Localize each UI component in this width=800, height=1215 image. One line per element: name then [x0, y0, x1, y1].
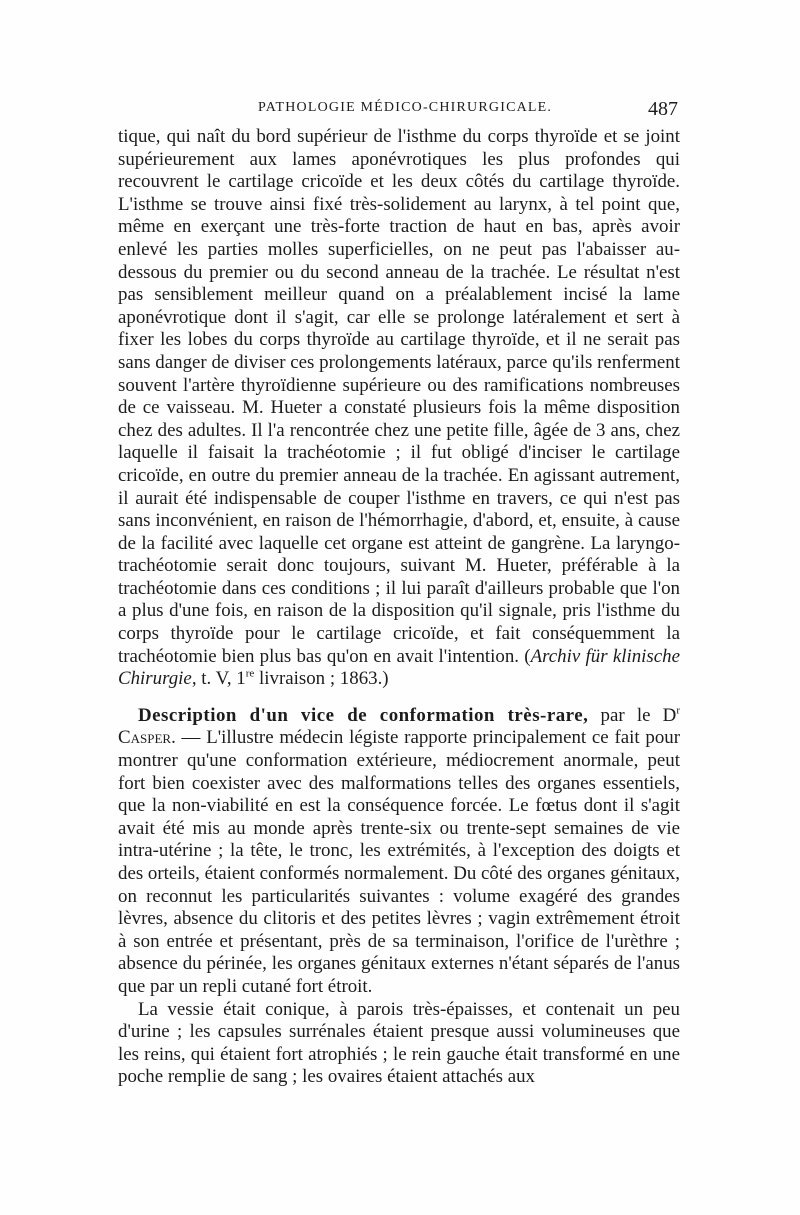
paragraph-isthmus: [118, 126, 680, 691]
citation-open: (: [524, 645, 531, 667]
document-page: [118, 100, 680, 1089]
citation-volume: , t. V, 1: [191, 668, 246, 690]
journal-title: Archiv für klinische Chirurgie: [118, 645, 680, 690]
paragraph-casper: [118, 705, 680, 999]
running-title: PATHOLOGIE MÉDICO-CHIRURGICALE.: [258, 100, 553, 115]
author-title-superscript: r: [676, 704, 680, 717]
citation-end: livraison ; 1863.): [254, 668, 389, 690]
page-header: [118, 100, 680, 122]
author-name: Casper: [118, 727, 172, 749]
author-prefix: par le D: [588, 704, 677, 726]
paragraph-vessie: [118, 999, 680, 1089]
body-text: [118, 126, 680, 1089]
page-number: 487: [648, 98, 678, 120]
paragraph-text: La vessie était conique, à parois très-épaisses, et contenait un peu d'urine ; les capsules surrénales étaient presque aussi volumineuses que les reins, qui étaient fort atrophiés ; le rein gauche était transformé en une poche remplie de sang ; les ovaires étaient attachés aux: [118, 998, 680, 1088]
paragraph-text: . — L'illustre médecin légiste rapporte principalement ce fait pour montrer qu'une conformation extérieure, médiocrement anormale, peut fort bien coexister avec des malformations telles des organes essentiels, que la non-viabilité en est la conséquence forcée. Le fœtus dont il s'agit avait été mis au monde après trente-six ou trente-sept semaines de vie intra-utérine ; la tête, le tronc, les extrémités, à l'exception des doigts et des orteils, étaient conformés normalement. Du côté des organes génitaux, on reconnut les particularités suivantes : volume exagéré des grandes lèvres, absence du clitoris et des petites lèvres ; vagin extrêmement étroit à son entrée et présentant, près de sa terminaison, l'orifice de l'urèthre ; absence du périnée, les organes génitaux externes n'étant séparés de l'anus que par un repli cutané fort étroit.: [118, 727, 680, 997]
section-heading: Description d'un vice de conformation très-rare,: [138, 704, 589, 726]
paragraph-text: tique, qui naît du bord supérieur de l'isthme du corps thyroïde et se joint supérieurement aux lames aponévrotiques les plus profondes qui recouvrent le cartilage cricoïde et les deux côtés du cartilage thyroïde. L'isthme se trouve ainsi fixé très-solidement au larynx, à tel point que, même en exerçant une très-forte traction de haut en bas, après avoir enlevé les parties molles superficielles, on ne peut pas l'abaisser au-dessous du premier ou du second anneau de la trachée. Le résultat n'est pas sensiblement meilleur quand on a préalablement incisé la lame aponévrotique dont il s'agit, car elle se prolonge latéralement et sert à fixer les lobes du corps thyroïde au cartilage thyroïde, et il ne serait pas sans danger de diviser ces prolongements latéraux, parce qu'ils renferment souvent l'artère thyroïdienne supérieure ou des ramifications nombreuses de ce vaisseau. M. Hueter a constaté plusieurs fois la même disposition chez des adultes. Il l'a rencontrée chez une petite fille, âgée de 3 ans, chez laquelle il faisait la trachéotomie ; il fut obligé d'inciser le cartilage cricoïde, en outre du premier anneau de la trachée. En agissant autrement, il aurait été indispensable de couper l'isthme en travers, ce qui n'est pas sans inconvénient, en raison de l'hémorrhagie, d'abord, et, ensuite, à cause de la facilité avec laquelle cet organe est atteint de gangrène. La laryngo-trachéotomie serait donc toujours, suivant M. Hueter, préférable à la trachéotomie dans ces conditions ; il lui paraît d'ailleurs probable que l'on a plus d'une fois, en raison de la disposition qu'il signale, pris l'isthme du corps thyroïde pour le cartilage cricoïde, et fait conséquemment la trachéotomie bien plus bas qu'on en avait l'intention.: [118, 126, 680, 667]
citation-superscript: re: [245, 667, 255, 680]
